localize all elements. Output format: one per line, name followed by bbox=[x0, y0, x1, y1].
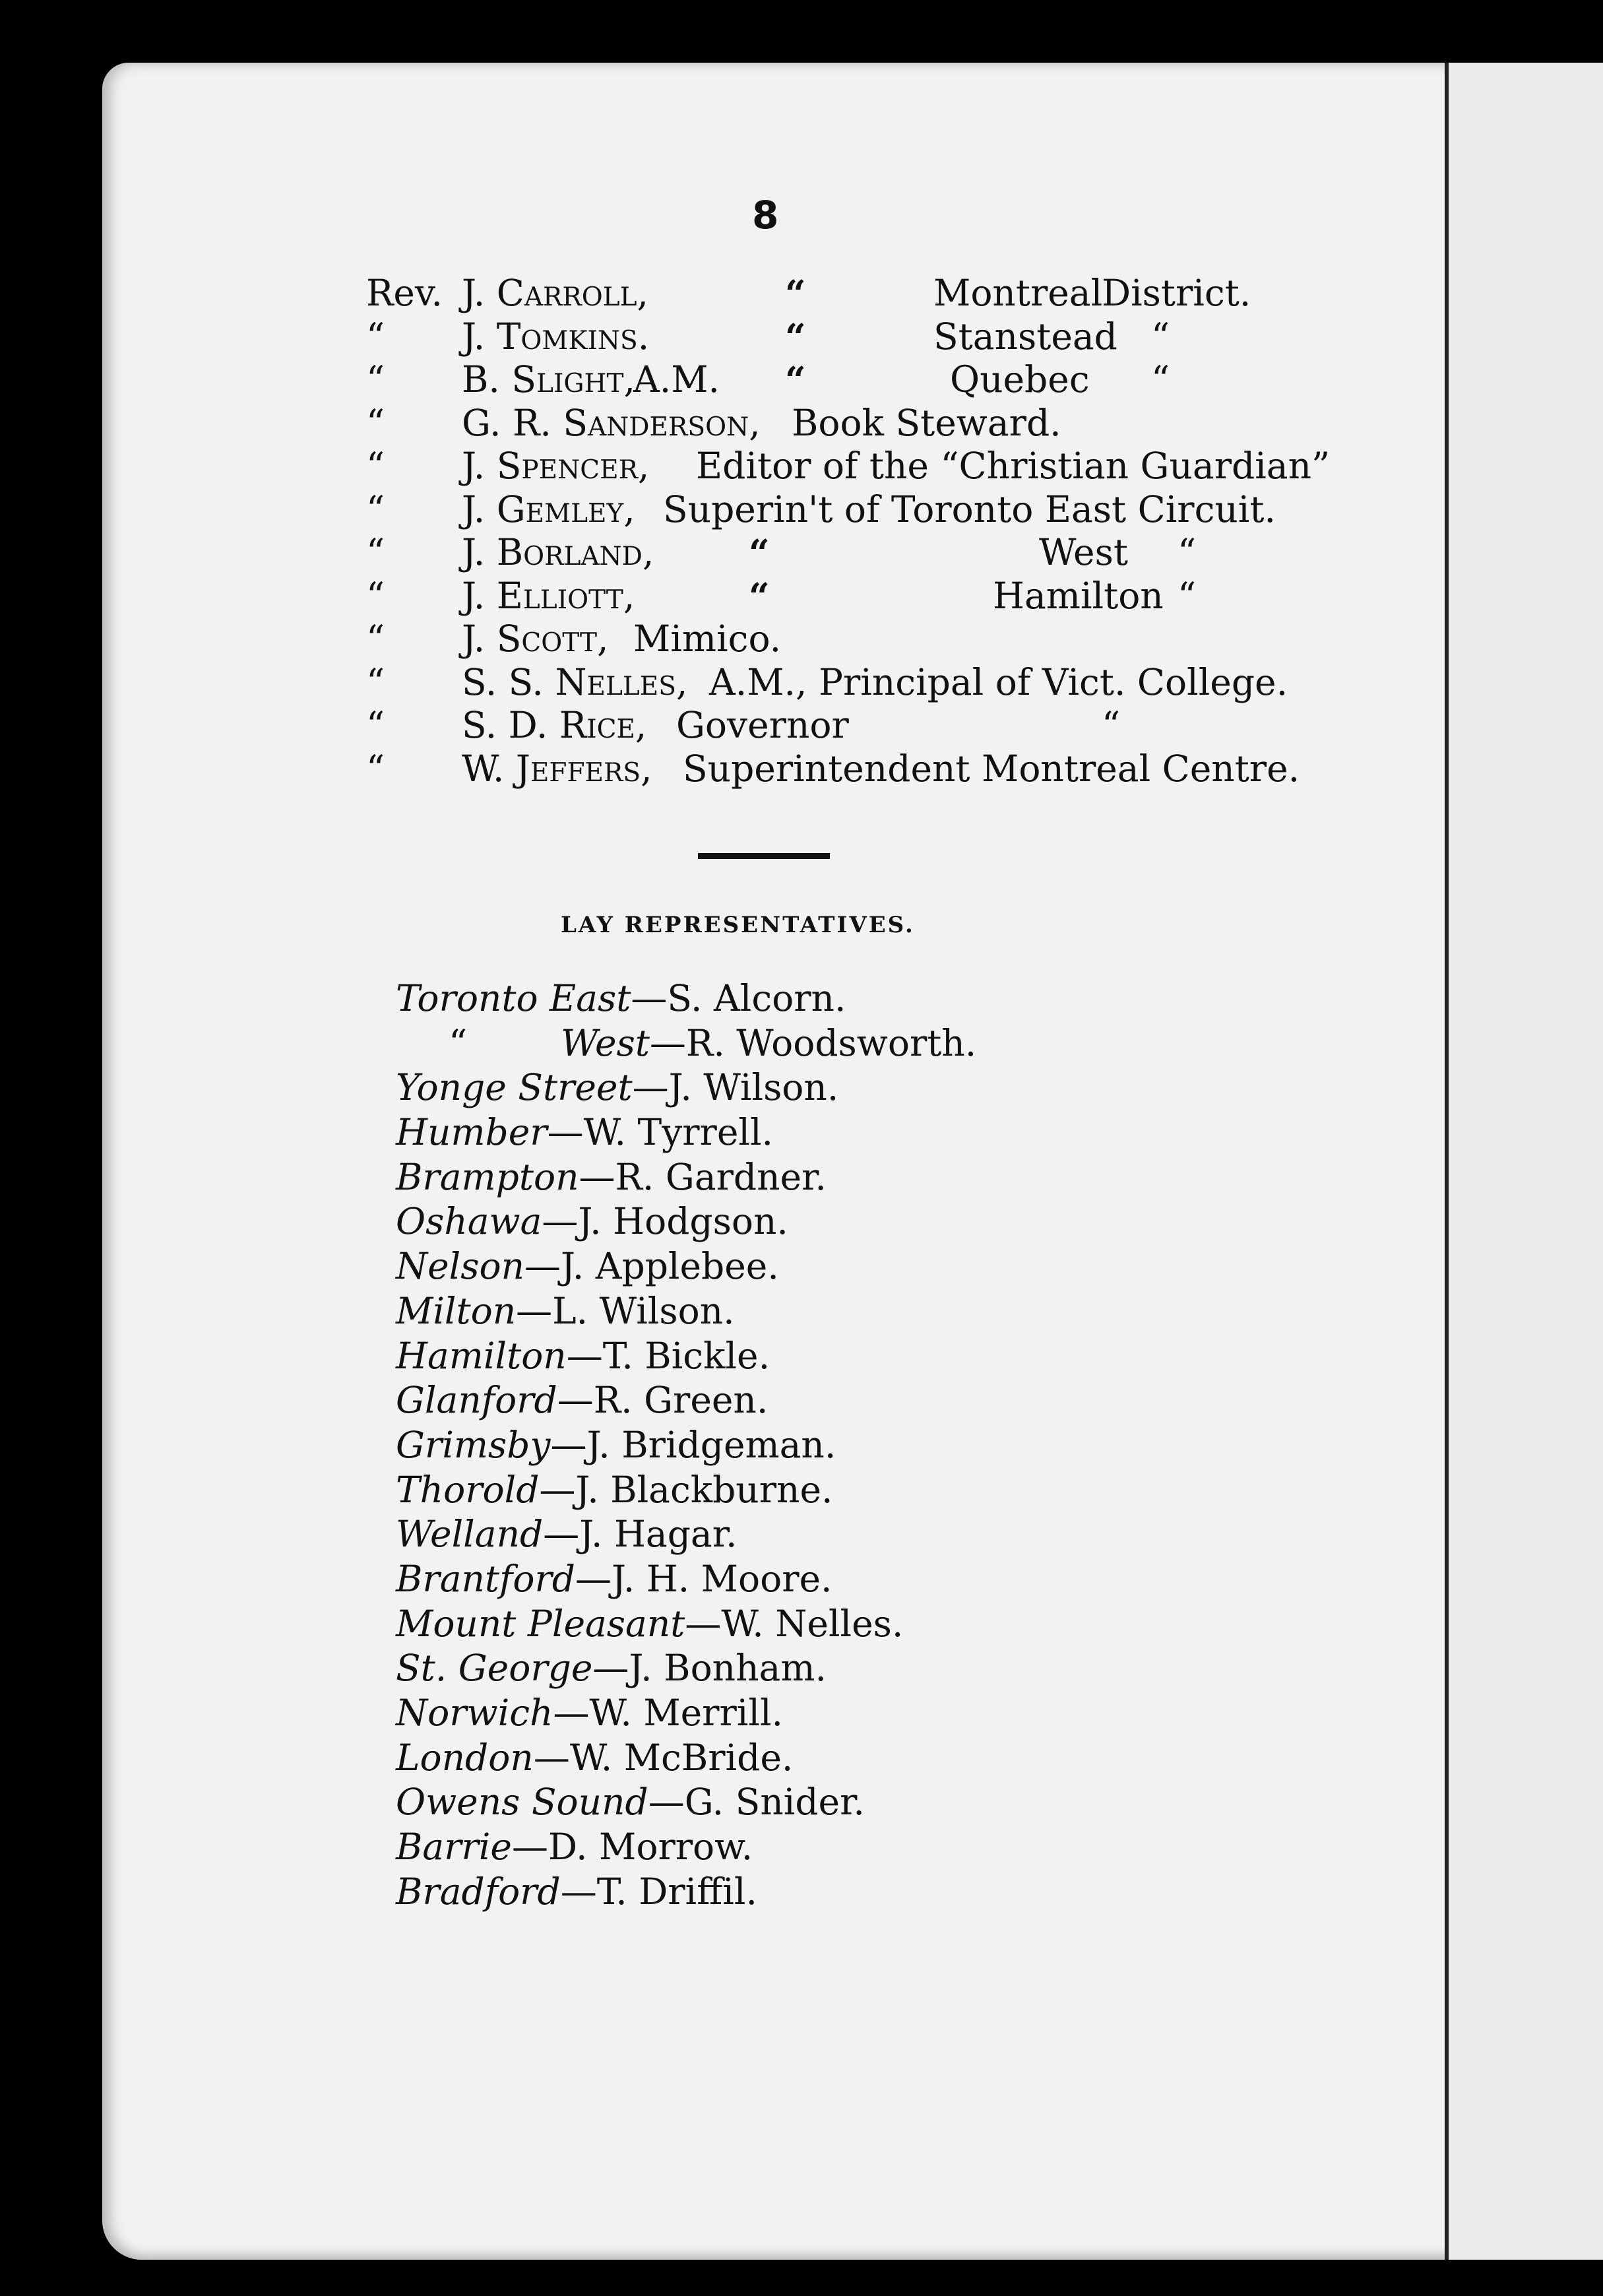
circuit-name: Yonge Street bbox=[396, 1066, 633, 1109]
ditto-mark: “ bbox=[785, 315, 806, 358]
circuit-name: Glanford bbox=[396, 1379, 557, 1422]
clergy-prefix: “ bbox=[366, 747, 385, 790]
clergy-office: A.M., Principal of Vict. College. bbox=[709, 660, 1288, 703]
representative-name: R. Green. bbox=[593, 1379, 769, 1422]
representative-name: J. Applebee. bbox=[561, 1245, 779, 1288]
list-item: Milton—L. Wilson. bbox=[396, 1289, 735, 1332]
list-item: Hamilton—T. Bickle. bbox=[396, 1334, 770, 1377]
clergy-place: Stanstead bbox=[933, 315, 1117, 358]
list-item: Barrie—D. Morrow. bbox=[396, 1826, 753, 1868]
list-item: Owens Sound—G. Snider. bbox=[396, 1781, 865, 1824]
representative-name: J. Bridgeman. bbox=[586, 1423, 836, 1466]
clergy-office: Superintendent Montreal Centre. bbox=[683, 747, 1300, 790]
lay-representatives-list bbox=[396, 976, 976, 1914]
clergy-office: Governor bbox=[676, 704, 849, 746]
clergy-place: Hamilton bbox=[993, 574, 1164, 617]
representative-name: T. Bickle. bbox=[602, 1334, 770, 1377]
circuit-name: Brantford bbox=[396, 1557, 575, 1600]
clergy-prefix: “ bbox=[366, 358, 385, 400]
clergy-name: W. Jeffers, bbox=[462, 747, 652, 790]
list-item: Glanford—R. Green. bbox=[396, 1379, 769, 1422]
clergy-office: Book Steward. bbox=[792, 401, 1061, 444]
list-item: Welland—J. Hagar. bbox=[396, 1513, 738, 1556]
representative-name: J. Wilson. bbox=[668, 1066, 839, 1109]
list-item: St. George—J. Bonham. bbox=[396, 1647, 827, 1690]
clergy-suffix: District. bbox=[1102, 272, 1251, 314]
circuit-name: Oshawa bbox=[396, 1200, 542, 1243]
clergy-prefix: “ bbox=[366, 660, 385, 703]
circuit-name: Welland bbox=[396, 1513, 544, 1556]
list-item: Bradford—T. Driffil. bbox=[396, 1870, 757, 1913]
clergy-prefix: “ bbox=[366, 401, 385, 444]
clergy-name: J. Tomkins. bbox=[462, 315, 650, 358]
representative-name: T. Driffil. bbox=[596, 1870, 757, 1913]
list-item: Brantford—J. H. Moore. bbox=[396, 1557, 833, 1600]
representative-name: R. Gardner. bbox=[615, 1155, 827, 1198]
representative-name: J. H. Moore. bbox=[612, 1557, 833, 1600]
clergy-name: S. S. Nelles, bbox=[462, 660, 688, 703]
representative-name: L. Wilson. bbox=[552, 1289, 735, 1332]
clergy-name: J. Elliott, bbox=[462, 574, 635, 617]
circuit-name: Humber bbox=[396, 1111, 548, 1154]
clergy-office: Mimico. bbox=[633, 618, 782, 660]
circuit-name: Bradford bbox=[396, 1870, 561, 1913]
list-item: London—W. McBride. bbox=[396, 1736, 794, 1779]
clergy-place: Quebec bbox=[950, 358, 1090, 400]
clergy-suffix: “ bbox=[1102, 704, 1121, 746]
circuit-name: Mount Pleasant bbox=[396, 1602, 685, 1645]
ditto-mark: “ bbox=[785, 272, 806, 315]
representative-name: G. Snider. bbox=[684, 1781, 865, 1824]
representative-name: J. Bonham. bbox=[629, 1647, 827, 1690]
circuit-name: Thorold bbox=[396, 1468, 540, 1511]
clergy-prefix: “ bbox=[366, 574, 385, 617]
section-heading: LAY REPRESENTATIVES. bbox=[561, 912, 915, 938]
clergy-prefix: “ bbox=[366, 488, 385, 530]
representative-name: D. Morrow. bbox=[548, 1826, 753, 1868]
representative-name: W. Merrill. bbox=[589, 1692, 784, 1734]
representative-name: R. Woodsworth. bbox=[685, 1021, 977, 1064]
representative-name: J. Blackburne. bbox=[575, 1468, 833, 1511]
clergy-prefix: “ bbox=[366, 618, 385, 660]
clergy-suffix: “ bbox=[1178, 574, 1197, 617]
section-divider bbox=[698, 853, 830, 859]
list-item: Brampton—R. Gardner. bbox=[396, 1155, 827, 1198]
clergy-degree: A.M. bbox=[633, 358, 720, 400]
list-item: Thorold—J. Blackburne. bbox=[396, 1468, 833, 1511]
ditto-mark: “ bbox=[749, 574, 770, 618]
clergy-place: Montreal bbox=[933, 272, 1103, 314]
representative-name: J. Hodgson. bbox=[578, 1200, 788, 1243]
page-number: 8 bbox=[752, 193, 779, 238]
list-item: Toronto East—S. Alcorn. bbox=[396, 977, 846, 1019]
list-item: Nelson—J. Applebee. bbox=[396, 1245, 779, 1288]
representative-name: W. McBride. bbox=[569, 1736, 794, 1779]
clergy-name: J. Carroll, bbox=[462, 272, 648, 314]
list-item: Humber—W. Tyrrell. bbox=[396, 1111, 774, 1154]
ditto-mark: “ bbox=[749, 531, 770, 574]
clergy-prefix: “ bbox=[366, 445, 385, 487]
clergy-prefix: “ bbox=[366, 531, 385, 573]
list-item: Grimsby—J. Bridgeman. bbox=[396, 1423, 836, 1466]
circuit-name: Milton bbox=[396, 1289, 517, 1332]
representative-name: J. Hagar. bbox=[579, 1513, 738, 1556]
circuit-name: Owens Sound bbox=[396, 1781, 648, 1824]
clergy-name: J. Scott, bbox=[462, 618, 609, 660]
ditto-mark: “ bbox=[449, 1021, 468, 1064]
clergy-suffix: “ bbox=[1178, 531, 1197, 573]
list-item: Oshawa—J. Hodgson. bbox=[396, 1200, 788, 1243]
clergy-place: West bbox=[1039, 531, 1128, 573]
representative-name: W. Nelles. bbox=[721, 1602, 904, 1645]
circuit-name: Hamilton bbox=[396, 1334, 567, 1377]
list-item: Yonge Street—J. Wilson. bbox=[396, 1066, 839, 1109]
clergy-prefix: “ bbox=[366, 315, 385, 358]
list-item: Norwich—W. Merrill. bbox=[396, 1692, 784, 1734]
clergy-name: J. Gemley, bbox=[462, 488, 635, 530]
list-item: “ West—R. Woodsworth. bbox=[396, 1021, 976, 1066]
circuit-name: St. George bbox=[396, 1647, 593, 1690]
circuit-name: Nelson bbox=[396, 1245, 525, 1288]
circuit-name: Norwich bbox=[396, 1692, 553, 1734]
clergy-office: Superin't of Toronto East Circuit. bbox=[663, 488, 1276, 530]
clergy-prefix: “ bbox=[366, 704, 385, 746]
list-item: Mount Pleasant—W. Nelles. bbox=[396, 1602, 904, 1645]
representative-name: W. Tyrrell. bbox=[583, 1111, 774, 1154]
ditto-mark: “ bbox=[785, 358, 806, 401]
circuit-name: London bbox=[396, 1736, 534, 1779]
clergy-name: J. Spencer, bbox=[462, 445, 650, 487]
representative-name: S. Alcorn. bbox=[667, 977, 846, 1019]
clergy-name: B. Slight, bbox=[462, 358, 636, 400]
circuit-name: Brampton bbox=[396, 1155, 579, 1198]
clergy-suffix: “ bbox=[1151, 358, 1170, 400]
circuit-name: Toronto East bbox=[396, 977, 631, 1019]
adjacent-page-edge bbox=[1445, 63, 1603, 2260]
circuit-name: Grimsby bbox=[396, 1423, 551, 1466]
clergy-name: G. R. Sanderson, bbox=[462, 401, 761, 444]
clergy-prefix: Rev. bbox=[366, 272, 443, 314]
circuit-name: West bbox=[561, 1021, 650, 1064]
circuit-name: Barrie bbox=[396, 1826, 512, 1868]
clergy-suffix: “ bbox=[1151, 315, 1170, 358]
clergy-name: S. D. Rice, bbox=[462, 704, 647, 746]
clergy-name: J. Borland, bbox=[462, 531, 654, 573]
clergy-office: Editor of the “Christian Guardian” bbox=[696, 445, 1331, 487]
